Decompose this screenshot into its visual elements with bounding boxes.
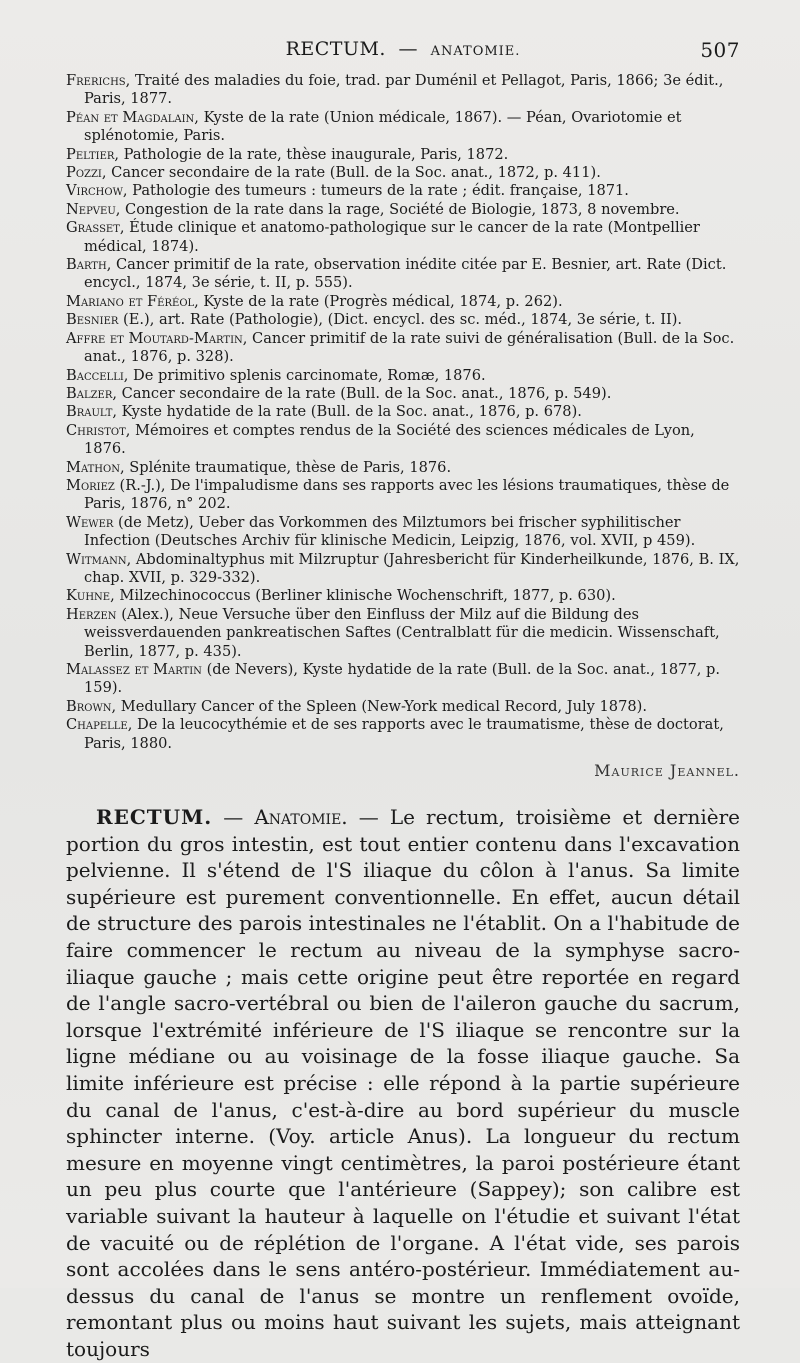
entry-author: Frerichs [66, 72, 126, 89]
entry-text: , Traité des maladies du foie, trad. par Duménil et Pellagot, Paris, 1866; 3e édit., Paris, 1877. [84, 72, 724, 108]
entry-text: , Cancer primitif de la rate, observation inédite citée par E. Besnier, art. Rate (Dict. encycl., 1874, 3e série, t. II, p. 555). [84, 256, 727, 292]
entry-author: Mariano et Féréol [66, 292, 195, 310]
entry-text: , Cancer secondaire de la rate (Bull. de la Soc. anat., 1872, p. 411). [101, 164, 601, 182]
bibliography-entry [66, 551, 740, 588]
entry-text: , Kyste de la rate (Union médicale, 1867). — Péan, Ovariotomie et splénotomie, Paris. [84, 108, 682, 145]
bibliography-entry [66, 698, 740, 716]
bibliography-entry [66, 293, 740, 311]
entry-author: Peltier [66, 145, 115, 163]
entry-text: (de Metz), Ueber das Vorkommen des Milztumors bei frischer syphilitischer Infection (Deutsches Archiv für klinische Medicin, Leipzig, 1876, vol. XVII, p 459). [84, 513, 696, 550]
entry-author: Mathon [66, 458, 120, 476]
entry-author: Brown [66, 697, 112, 715]
bibliography-entry [66, 477, 740, 514]
entry-text: , Cancer primitif de la rate suivi de généralisation (Bull. de la Soc. anat., 1876, p. 328). [84, 329, 735, 366]
entry-author: Moriez [66, 476, 115, 494]
article-section-label: — Anatomie. — [212, 805, 390, 830]
bibliography-entry [66, 201, 740, 219]
bibliography-entry [66, 164, 740, 182]
bibliography-entry [66, 385, 740, 403]
bibliography-entry [66, 367, 740, 385]
entry-text: (R.-J.), De l'impaludisme dans ses rapports avec les lésions traumatiques, thèse de Paris, 1876, n° 202. [84, 476, 730, 513]
entry-text: , Milzechinococcus (Berliner klinische Wochenschrift, 1877, p. 630). [110, 587, 616, 605]
entry-author: Chapelle [66, 716, 128, 734]
bibliography-entry [66, 182, 740, 200]
entry-author: Besnier [66, 311, 119, 329]
entry-author: Kuhne [66, 587, 111, 605]
entry-text: (E.), art. Rate (Pathologie), (Dict. encycl. des sc. méd., 1874, 3e série, t. II). [118, 311, 683, 329]
bibliography-entry [66, 146, 740, 164]
bibliography-entry [66, 459, 740, 477]
running-subtitle: ANATOMIE. [430, 44, 521, 59]
bibliography-entry [66, 72, 740, 109]
entry-text: , De primitivo splenis carcinomate, Romæ, 1876. [123, 366, 486, 384]
bibliography-entry [66, 330, 740, 367]
entry-author: Pozzi [66, 164, 102, 182]
entry-text: , Medullary Cancer of the Spleen (New-York medical Record, July 1878). [111, 697, 647, 715]
entry-author: Affre et Moutard-Martin [66, 329, 243, 347]
entry-author: Grasset [66, 219, 120, 237]
running-separator: — [398, 38, 419, 60]
article-body: Le rectum, troisième et dernière portion du gros intestin, est tout entier contenu dans l'excavation pelvienne. Il s'étend de l'S iliaque du côlon à l'anus. Sa limite supérieure est purement conventionnelle. En effet, aucun détail de structure des parois intestinales ne l'établit. On a l'habitude de faire commencer le rectum au niveau de la symphyse sacro-iliaque gauche ; mais cette origine peut être reportée en regard de l'angle sacro-vertébral ou bien de l'aileron gauche du sacrum, lorsque l'extrémité inférieure de l'S iliaque se rencontre sur la ligne médiane ou au voisinage de la fosse iliaque gauche. Sa limite inférieure est précise : elle répond à la partie supérieure du canal de l'anus, c'est-à-dire au bord supérieur du muscle sphincter interne. (Voy. article Anus). La longueur du rectum mesure en moyenne vingt centimètres, la paroi postérieure étant un peu plus courte que l'antérieure (Sappey); son calibre est variable suivant la hauteur à laquelle on l'étudie et suivant l'état de vacuité ou de réplétion de l'organe. A l'état vide, ses parois sont accolées dans le sens antéro-postérieur. Immédiatement au-dessus du canal de l'anus se montre un renflement ovoïde, remontant plus ou moins haut suivant les sujets, mais atteignant toujours [66, 805, 740, 1361]
entry-author: Balzer [66, 384, 113, 402]
entry-author: Péan et Magdalain [66, 108, 195, 126]
bibliography-entry [66, 422, 740, 459]
author-signature: Maurice Jeannel. [594, 761, 740, 781]
bibliography-entry [66, 311, 740, 329]
running-head [66, 38, 740, 68]
bibliography-entry [66, 219, 740, 256]
entry-text: (Alex.), Neue Versuche über den Einfluss der Milz auf die Bildung des weissverdauenden pankreatischen Saftes (Centralblatt für die medicin. Wissenschaft, Berlin, 1877, p. 435). [84, 605, 720, 660]
bibliography-entry [66, 256, 740, 293]
entry-author: Herzen [66, 605, 117, 623]
bibliography-entry [66, 606, 740, 661]
running-title: RECTUM. [285, 38, 386, 60]
entry-text: , Pathologie de la rate, thèse inaugurale, Paris, 1872. [114, 145, 509, 163]
entry-text: , Abdominaltyphus mit Milzruptur (Jahresbericht für Kinderheilkunde, 1876, B. IX, chap. XVII, p. 329-332). [84, 550, 740, 586]
entry-text: , Étude clinique et anatomo-pathologique sur le cancer de la rate (Montpellier médical, 1874). [84, 219, 700, 255]
entry-text: , De la leucocythémie et de ses rapports avec le traumatisme, thèse de doctorat, Paris, 1880. [84, 716, 724, 752]
entry-text: (de Nevers), Kyste hydatide de la rate (Bull. de la Soc. anat., 1877, p. 159). [84, 661, 721, 697]
article-heading: RECTUM. [96, 805, 213, 830]
entry-author: Barth [66, 256, 107, 274]
bibliography-entry [66, 716, 740, 753]
entry-author: Malassez et Martin [66, 661, 202, 678]
entry-text: , Mémoires et comptes rendus de la Société des sciences médicales de Lyon, 1876. [84, 421, 695, 458]
entry-text: , Pathologie des tumeurs : tumeurs de la rate ; édit. française, 1871. [122, 182, 629, 200]
entry-text: , Congestion de la rate dans la rage, Société de Biologie, 1873, 8 novembre. [115, 200, 680, 218]
entry-text: , Splénite traumatique, thèse de Paris, 1876. [119, 458, 452, 476]
entry-author: Nepveu [66, 200, 116, 218]
bibliography-entry [66, 514, 740, 551]
article-rectum [66, 804, 740, 1362]
entry-author: Baccelli [66, 366, 124, 384]
entry-author: Wewer [66, 513, 114, 531]
entry-author: Brault [66, 403, 113, 421]
entry-author: Christot [66, 421, 126, 439]
bibliography-entry [66, 661, 740, 698]
bibliography-entry [66, 109, 740, 146]
entry-text: , Cancer secondaire de la rate (Bull. de la Soc. anat., 1876, p. 549). [112, 384, 612, 402]
entry-author: Virchow [66, 182, 123, 200]
entry-author: Witmann [66, 550, 127, 568]
bibliography [66, 72, 740, 753]
entry-text: , Kyste de la rate (Progrès médical, 1874, p. 262). [194, 292, 563, 310]
page-number: 507 [700, 38, 740, 62]
entry-text: , Kyste hydatide de la rate (Bull. de la Soc. anat., 1876, p. 678). [112, 403, 582, 421]
bibliography-entry [66, 587, 740, 605]
bibliography-entry [66, 403, 740, 421]
